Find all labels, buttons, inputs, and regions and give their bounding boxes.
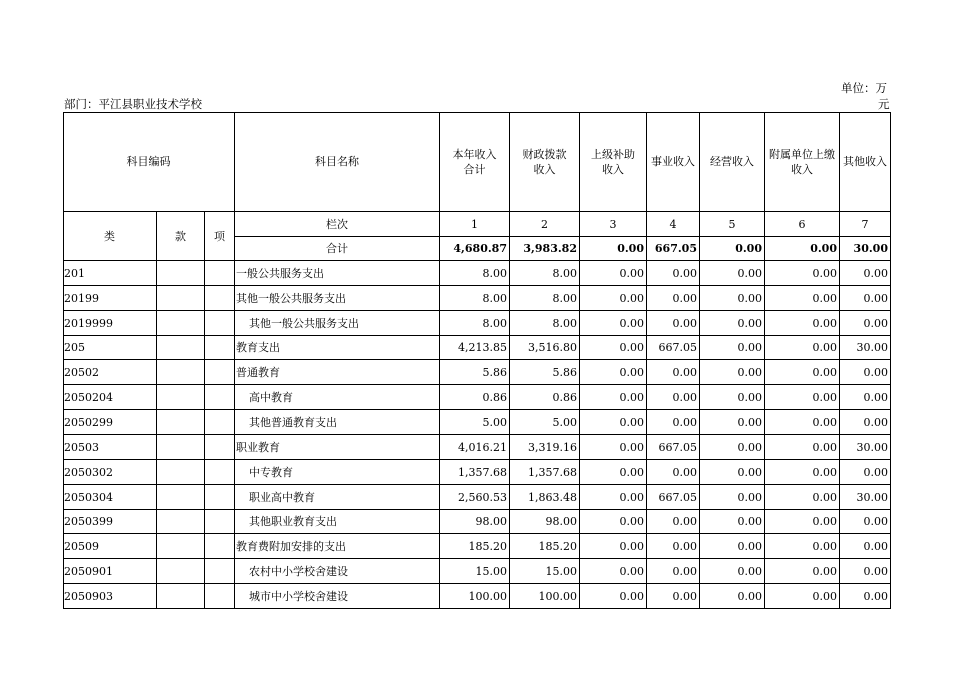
row-xiang-cell: [205, 460, 235, 485]
row-value: 0.00: [765, 510, 840, 534]
row-value: 0.00: [765, 435, 840, 460]
row-name: 其他一般公共服务支出: [235, 311, 440, 336]
lanci-number: 1: [440, 212, 510, 237]
total-value: 0.00: [765, 237, 840, 261]
row-xiang-cell: [205, 385, 235, 410]
row-value: 0.00: [580, 559, 647, 584]
row-value: 0.00: [765, 336, 840, 360]
total-label: 合计: [235, 237, 440, 261]
row-value: 0.00: [647, 385, 700, 410]
row-kuan-cell: [157, 460, 205, 485]
row-code: 2019999: [63, 311, 157, 336]
row-value: 100.00: [440, 584, 510, 609]
lanci-number: 5: [700, 212, 765, 237]
row-value: 0.00: [700, 435, 765, 460]
header-col-2: 财政拨款 收入: [510, 112, 580, 212]
row-value: 0.00: [580, 385, 647, 410]
row-value: 0.00: [700, 360, 765, 385]
row-value: 1,357.68: [440, 460, 510, 485]
row-value: 0.00: [840, 360, 891, 385]
row-value: 0.00: [840, 460, 891, 485]
row-value: 100.00: [510, 584, 580, 609]
row-value: 0.00: [700, 385, 765, 410]
row-value: 0.00: [580, 510, 647, 534]
row-kuan-cell: [157, 534, 205, 559]
row-value: 30.00: [840, 435, 891, 460]
row-value: 8.00: [510, 286, 580, 311]
total-value: 0.00: [580, 237, 647, 261]
header-col-1: 本年收入 合计: [440, 112, 510, 212]
department-label: 部门：平江县职业技术学校: [64, 97, 202, 111]
row-kuan-cell: [157, 261, 205, 286]
row-value: 0.00: [580, 261, 647, 286]
row-xiang-cell: [205, 584, 235, 609]
row-value: 0.00: [765, 559, 840, 584]
row-code: 2050903: [63, 584, 157, 609]
row-code: 2050304: [63, 485, 157, 510]
row-value: 0.00: [700, 485, 765, 510]
row-value: 0.00: [580, 534, 647, 559]
row-value: 0.00: [700, 534, 765, 559]
row-kuan-cell: [157, 336, 205, 360]
row-name: 一般公共服务支出: [235, 261, 440, 286]
row-xiang-cell: [205, 261, 235, 286]
row-code: 205: [63, 336, 157, 360]
header-xiang: 项: [205, 212, 235, 261]
unit-label-line1: 单位：万: [841, 81, 887, 95]
header-col-6: 附属单位上缴 收入: [765, 112, 840, 212]
row-kuan-cell: [157, 435, 205, 460]
total-value: 0.00: [700, 237, 765, 261]
row-value: 0.00: [580, 584, 647, 609]
row-code: 20509: [63, 534, 157, 559]
row-value: 0.00: [647, 460, 700, 485]
row-value: 0.00: [840, 311, 891, 336]
total-value: 3,983.82: [510, 237, 580, 261]
row-value: 0.00: [647, 584, 700, 609]
row-value: 0.00: [580, 311, 647, 336]
unit-label-line2: 元: [878, 97, 890, 111]
row-value: 0.00: [765, 460, 840, 485]
row-value: 0.00: [647, 261, 700, 286]
row-xiang-cell: [205, 559, 235, 584]
row-kuan-cell: [157, 286, 205, 311]
row-value: 0.00: [580, 410, 647, 435]
row-kuan-cell: [157, 485, 205, 510]
row-value: 0.00: [840, 385, 891, 410]
row-value: 0.00: [700, 559, 765, 584]
row-xiang-cell: [205, 311, 235, 336]
row-name: 城市中小学校舍建设: [235, 584, 440, 609]
row-value: 0.00: [840, 510, 891, 534]
row-xiang-cell: [205, 336, 235, 360]
row-kuan-cell: [157, 510, 205, 534]
row-value: 0.00: [840, 286, 891, 311]
row-value: 0.00: [765, 360, 840, 385]
row-value: 0.00: [765, 485, 840, 510]
row-value: 0.00: [580, 485, 647, 510]
row-value: 0.00: [840, 410, 891, 435]
row-value: 15.00: [440, 559, 510, 584]
row-value: 0.00: [765, 534, 840, 559]
row-value: 8.00: [510, 261, 580, 286]
row-name: 职业教育: [235, 435, 440, 460]
row-kuan-cell: [157, 410, 205, 435]
row-value: 4,016.21: [440, 435, 510, 460]
row-value: 0.00: [580, 336, 647, 360]
row-code: 2050901: [63, 559, 157, 584]
row-value: 185.20: [510, 534, 580, 559]
row-name: 其他职业教育支出: [235, 510, 440, 534]
row-value: 5.00: [510, 410, 580, 435]
header-col-3: 上级补助 收入: [580, 112, 647, 212]
header-col-7: 其他收入: [840, 112, 891, 212]
row-code: 20503: [63, 435, 157, 460]
row-value: 98.00: [440, 510, 510, 534]
row-xiang-cell: [205, 534, 235, 559]
row-value: 0.00: [700, 460, 765, 485]
row-value: 0.00: [765, 385, 840, 410]
row-name: 高中教育: [235, 385, 440, 410]
row-value: 0.00: [765, 261, 840, 286]
row-value: 0.00: [580, 460, 647, 485]
row-value: 8.00: [440, 286, 510, 311]
row-value: 0.00: [700, 510, 765, 534]
row-value: 0.00: [765, 410, 840, 435]
row-value: 0.00: [580, 286, 647, 311]
row-value: 0.86: [510, 385, 580, 410]
row-value: 3,516.80: [510, 336, 580, 360]
row-value: 0.00: [647, 534, 700, 559]
lanci-number: 3: [580, 212, 647, 237]
row-value: 0.00: [700, 261, 765, 286]
row-value: 0.00: [840, 584, 891, 609]
total-value: 4,680.87: [440, 237, 510, 261]
row-value: 0.00: [647, 559, 700, 584]
row-xiang-cell: [205, 510, 235, 534]
header-name: 科目名称: [235, 112, 440, 212]
row-kuan-cell: [157, 311, 205, 336]
row-code: 20199: [63, 286, 157, 311]
row-name: 中专教育: [235, 460, 440, 485]
row-value: 30.00: [840, 485, 891, 510]
row-value: 8.00: [440, 261, 510, 286]
row-value: 0.00: [765, 584, 840, 609]
row-kuan-cell: [157, 385, 205, 410]
row-value: 8.00: [510, 311, 580, 336]
total-value: 30.00: [840, 237, 891, 261]
row-value: 667.05: [647, 336, 700, 360]
row-value: 5.00: [440, 410, 510, 435]
row-xiang-cell: [205, 410, 235, 435]
row-xiang-cell: [205, 286, 235, 311]
row-value: 0.00: [840, 261, 891, 286]
row-value: 5.86: [440, 360, 510, 385]
row-value: 2,560.53: [440, 485, 510, 510]
row-value: 3,319.16: [510, 435, 580, 460]
row-code: 20502: [63, 360, 157, 385]
row-value: 0.00: [840, 559, 891, 584]
row-value: 0.00: [580, 360, 647, 385]
lanci-number: 4: [647, 212, 700, 237]
row-value: 1,357.68: [510, 460, 580, 485]
row-value: 0.00: [700, 311, 765, 336]
lanci-label: 栏次: [235, 212, 440, 237]
row-value: 0.00: [647, 410, 700, 435]
row-value: 0.00: [700, 286, 765, 311]
row-value: 0.00: [700, 410, 765, 435]
header-lei: 类: [63, 212, 157, 261]
header-kuan: 款: [157, 212, 205, 261]
row-value: 5.86: [510, 360, 580, 385]
row-value: 0.00: [840, 534, 891, 559]
row-code: 2050302: [63, 460, 157, 485]
row-name: 其他普通教育支出: [235, 410, 440, 435]
row-xiang-cell: [205, 485, 235, 510]
header-col-4: 事业收入: [647, 112, 700, 212]
lanci-number: 7: [840, 212, 891, 237]
row-value: 0.00: [580, 435, 647, 460]
row-xiang-cell: [205, 435, 235, 460]
row-value: 0.00: [700, 584, 765, 609]
row-value: 0.00: [700, 336, 765, 360]
row-value: 667.05: [647, 435, 700, 460]
row-value: 185.20: [440, 534, 510, 559]
row-value: 98.00: [510, 510, 580, 534]
row-value: 1,863.48: [510, 485, 580, 510]
row-value: 0.00: [765, 286, 840, 311]
row-value: 15.00: [510, 559, 580, 584]
row-name: 职业高中教育: [235, 485, 440, 510]
row-kuan-cell: [157, 360, 205, 385]
row-kuan-cell: [157, 559, 205, 584]
row-value: 667.05: [647, 485, 700, 510]
total-value: 667.05: [647, 237, 700, 261]
row-code: 2050399: [63, 510, 157, 534]
row-name: 教育费附加安排的支出: [235, 534, 440, 559]
row-value: 0.00: [647, 360, 700, 385]
row-code: 2050204: [63, 385, 157, 410]
row-value: 0.86: [440, 385, 510, 410]
header-col-5: 经营收入: [700, 112, 765, 212]
row-kuan-cell: [157, 584, 205, 609]
row-value: 30.00: [840, 336, 891, 360]
row-name: 普通教育: [235, 360, 440, 385]
lanci-number: 6: [765, 212, 840, 237]
row-xiang-cell: [205, 360, 235, 385]
row-name: 其他一般公共服务支出: [235, 286, 440, 311]
row-name: 教育支出: [235, 336, 440, 360]
row-value: 0.00: [647, 510, 700, 534]
header-code-group: 科目编码: [63, 112, 235, 212]
row-value: 0.00: [647, 286, 700, 311]
row-value: 0.00: [765, 311, 840, 336]
row-value: 0.00: [647, 311, 700, 336]
lanci-number: 2: [510, 212, 580, 237]
row-code: 201: [63, 261, 157, 286]
row-code: 2050299: [63, 410, 157, 435]
row-value: 4,213.85: [440, 336, 510, 360]
row-value: 8.00: [440, 311, 510, 336]
row-name: 农村中小学校舍建设: [235, 559, 440, 584]
